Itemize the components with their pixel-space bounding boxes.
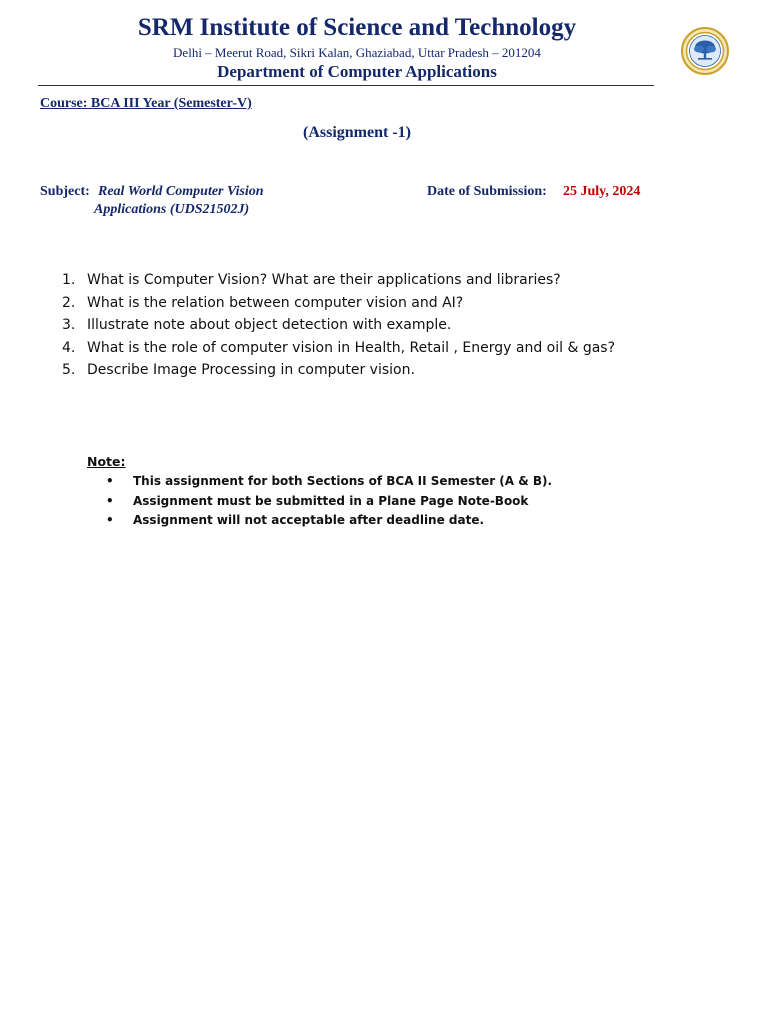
- question-text: What is the role of computer vision in Health, Retail , Energy and oil & gas?: [87, 339, 616, 356]
- note-text: Assignment will not acceptable after deadline date.: [133, 513, 485, 527]
- subject-label: Subject:: [40, 184, 90, 199]
- subject-name-line1: Real World Computer Vision: [98, 184, 264, 199]
- note-item: [106, 493, 552, 513]
- note-text: Assignment must be submitted in a Plane Page Note-Book: [133, 493, 529, 508]
- question-item: [62, 338, 615, 361]
- submission-date-label: Date of Submission:: [427, 184, 547, 199]
- question-text: Describe Image Processing in computer vision.: [87, 362, 415, 378]
- question-list: [62, 270, 615, 383]
- institution-address: Delhi – Meerut Road, Sikri Kalan, Ghaziabad, Uttar Pradesh – 201204: [173, 45, 541, 60]
- question-text: What is Computer Vision? What are their applications and libraries?: [87, 272, 561, 288]
- institution-title: SRM Institute of Science and Technology: [137, 14, 577, 41]
- course-label: Course: BCA III Year (Semester-V): [40, 96, 252, 111]
- question-item: [62, 315, 615, 338]
- question-number: 2.: [62, 294, 76, 311]
- question-number: 5.: [62, 362, 76, 378]
- note-list: [106, 473, 552, 532]
- question-text: What is the relation between computer vision and AI?: [87, 294, 464, 311]
- question-number: 4.: [62, 339, 76, 356]
- question-item: [62, 360, 615, 383]
- assignment-title: (Assignment -1): [303, 124, 411, 141]
- bullet-icon: •: [106, 493, 114, 508]
- question-number: 3.: [62, 317, 76, 333]
- seal-graphic: [681, 27, 729, 75]
- note-item: [106, 473, 552, 493]
- note-item: [106, 512, 552, 532]
- university-seal-tree-icon: [681, 27, 729, 75]
- question-item: [62, 270, 615, 293]
- question-number: 1.: [62, 272, 76, 288]
- note-label: Note:: [87, 454, 126, 469]
- submission-date: 25 July, 2024: [563, 184, 641, 199]
- note-text: This assignment for both Sections of BCA II Semester (A & B).: [133, 474, 553, 488]
- bullet-icon: •: [106, 513, 114, 527]
- bullet-icon: •: [106, 474, 114, 488]
- question-text: Illustrate note about object detection with example.: [87, 317, 452, 333]
- department-name: Department of Computer Applications: [217, 62, 497, 81]
- question-item: [62, 293, 615, 316]
- header-divider: [38, 85, 654, 86]
- subject-name-line2: Applications (UDS21502J): [94, 202, 250, 217]
